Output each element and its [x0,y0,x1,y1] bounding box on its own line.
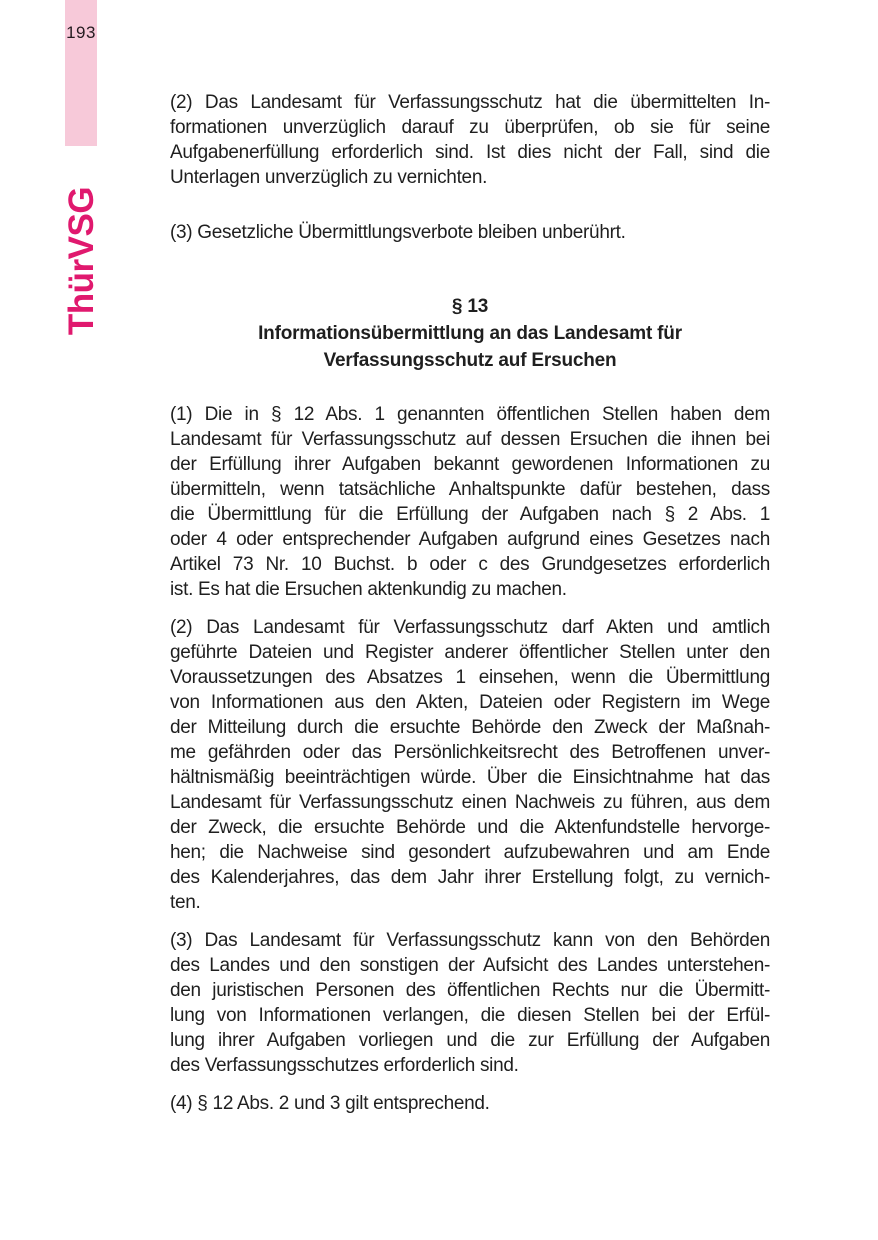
text-line: Aufgabenerfüllung erforderlich sind. Ist dies nicht der Fall, sind die [170,142,770,163]
text-line: formationen unverzüglich darauf zu überprüfen, ob sie für seine [170,117,770,138]
text-line: ist. Es hat die Ersuchen aktenkundig zu machen. [170,579,567,600]
section-heading [170,293,770,374]
text-line: übermitteln, wenn tatsächliche Anhaltspunkte dafür bestehen, dass [170,479,770,500]
text-line: des Verfassungsschutzes erforderlich sind. [170,1055,519,1076]
section-paragraphs [170,402,770,1116]
page-number: 193 [66,23,96,42]
text-line: me gefährden oder das Persönlichkeitsrecht des Betroffenen unver- [170,742,770,763]
text-line: den juristischen Personen des öffentlichen Rechts nur die Übermitt- [170,980,770,1001]
text-line: (2) Das Landesamt für Verfassungsschutz darf Akten und amtlich [170,617,770,638]
paragraph [170,615,770,915]
text-line: (4) § 12 Abs. 2 und 3 gilt entsprechend. [170,1093,490,1114]
text-line: (3) Gesetzliche Übermittlungsverbote bleiben unberührt. [170,222,626,243]
text-line: (1) Die in § 12 Abs. 1 genannten öffentlichen Stellen haben dem [170,404,770,425]
text-line: geführte Dateien und Register anderer öffentlicher Stellen unter den [170,642,770,663]
text-line: Landesamt für Verfassungsschutz auf dessen Ersuchen die ihnen bei [170,429,770,450]
text-line: des Kalenderjahres, das dem Jahr ihrer Erstellung folgt, zu vernich- [170,867,770,888]
text-line: der Zweck, die ersuchte Behörde und die Aktenfundstelle hervorge- [170,817,770,838]
text-line: die Übermittlung für die Erfüllung der Aufgaben nach § 2 Abs. 1 [170,504,770,525]
paragraph [170,90,770,190]
text-line: des Landes und den sonstigen der Aufsicht des Landes unterstehen- [170,955,770,976]
text-line: von Informationen aus den Akten, Dateien oder Registern im Wege [170,692,770,713]
section-title-line-2: Verfassungsschutz auf Ersuchen [323,350,617,371]
paragraph [170,928,770,1078]
text-line: hältnismäßig beeinträchtigen würde. Über die Einsichtnahme hat das [170,767,770,788]
paragraph [170,402,770,602]
text-line: Landesamt für Verfassungsschutz einen Nachweis zu führen, aus dem [170,792,770,813]
text-line: Voraussetzungen des Absatzes 1 einsehen, wenn die Übermittlung [170,667,770,688]
text-line: lung von Informationen verlangen, die diesen Stellen bei der Erfül- [170,1005,770,1026]
section-number: § 13 [451,296,489,317]
text-line: (3) Das Landesamt für Verfassungsschutz kann von den Behörden [170,930,770,951]
text-line: Artikel 73 Nr. 10 Buchst. b oder c des Grundgesetzes erforderlich [170,554,770,575]
chapter-tab-label: ThürVSG [62,186,101,336]
text-line: oder 4 oder entsprechender Aufgaben aufgrund eines Gesetzes nach [170,529,770,550]
text-line: der Erfüllung ihrer Aufgaben bekannt gewordenen Informationen zu [170,454,770,475]
paragraph [170,220,770,245]
text-line: (2) Das Landesamt für Verfassungsschutz hat die übermittelten In- [170,92,770,113]
text-line: lung ihrer Aufgaben vorliegen und die zur Erfüllung der Aufgaben [170,1030,770,1051]
statute-text-column [170,90,770,1116]
section-title-line-1: Informationsübermittlung an das Landesamt für [258,323,682,344]
chapter-tab-bar [65,0,97,146]
text-line: ten. [170,892,201,913]
text-line: der Mitteilung durch die ersuchte Behörde den Zweck der Maßnah- [170,717,770,738]
pre-section-paragraphs [170,90,770,245]
paragraph [170,1091,770,1116]
text-line: Unterlagen unverzüglich zu vernichten. [170,167,488,188]
text-line: hen; die Nachweise sind gesondert aufzubewahren und am Ende [170,842,770,863]
